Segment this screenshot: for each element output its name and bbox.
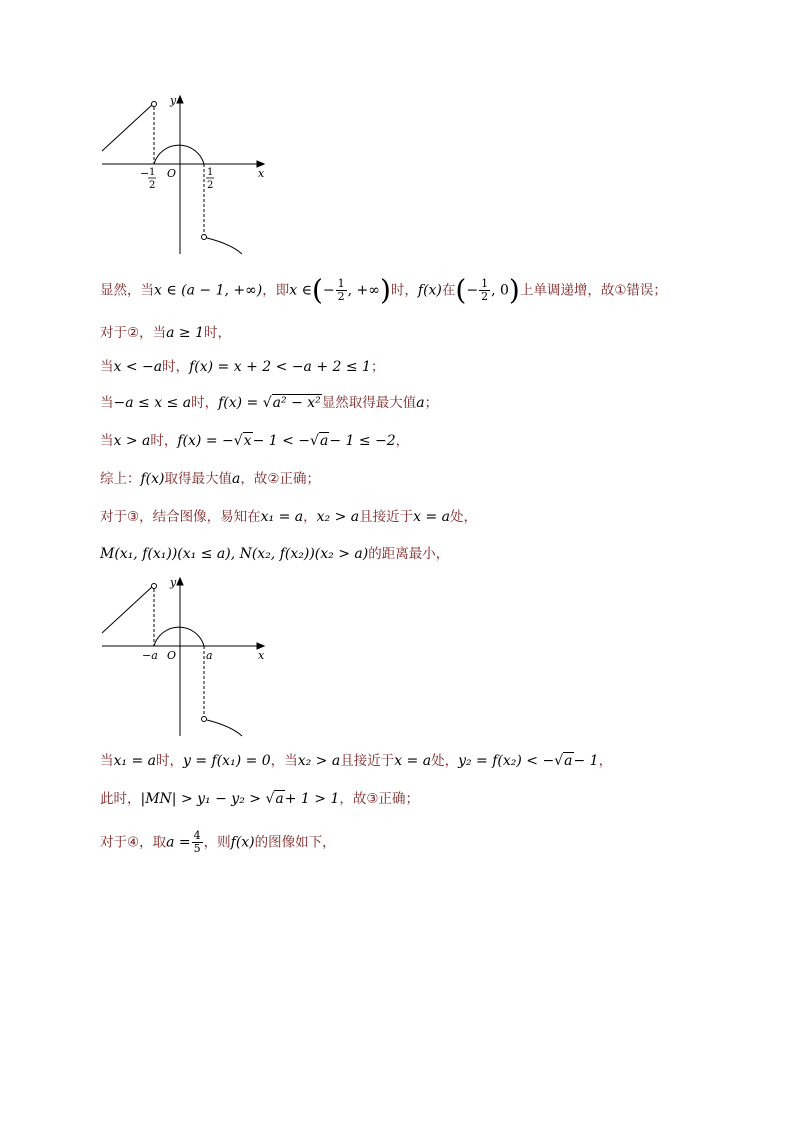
semicircle-arc [154, 627, 204, 646]
right-tick-num: 1 [207, 167, 214, 178]
open-point-right [202, 717, 207, 722]
origin-label: O [167, 649, 177, 662]
text-line-2: 对于②，当a ≥ 1时， [100, 325, 231, 341]
origin-label: O [167, 167, 177, 180]
y-axis-arrow [177, 96, 183, 103]
left-tick-minus: − [140, 167, 150, 180]
text-line-5: 当x > a时，f(x) = −√x− 1 < −√a− 1 ≤ −2， [100, 433, 410, 449]
left-tick-label: −a [142, 649, 158, 662]
y-axis-label: y [170, 94, 177, 107]
left-line-branch [102, 586, 153, 633]
left-line-branch [102, 104, 153, 151]
right-tick-label: a [206, 649, 213, 662]
left-tick-den: 2 [149, 180, 156, 191]
text-line-3: 当x < −a时，f(x) = x + 2 < −a + 2 ≤ 1； [100, 359, 385, 375]
x-axis-label: x [258, 649, 265, 662]
text-line-4: 当−a ≤ x ≤ a时，f(x) = √a² − x²显然取得最大值a； [100, 395, 439, 411]
text-line-1: 显然，当x ∈ (a − 1, +∞)，即x ∈(− $\frac{1}{2}$ , +∞)时，f(x)在(− $\frac{1}{2}$ , 0)上单调递增，故①错误； [100, 273, 667, 307]
open-point-right [202, 235, 207, 240]
text-line-7: 对于③，结合图像，易知在x₁ = a，x₂ > a且接近于x = a处， [100, 509, 477, 525]
text-line-8: M(x₁, f(x₁))(x₁ ≤ a), N(x₂, f(x₂))(x₂ > a)的距离最小， [100, 546, 450, 562]
text-line-9: 当x₁ = a时，y = f(x₁) = 0，当x₂ > a且接近于x = a处，y₂ = f(x₂) < −√a− 1， [100, 753, 613, 769]
function-graph-1 [96, 92, 276, 257]
open-point-left [152, 584, 157, 589]
right-curve-branch [207, 238, 242, 254]
y-axis-arrow [177, 578, 183, 585]
open-point-left [152, 102, 157, 107]
right-curve-branch [207, 720, 242, 736]
text-line-10: 此时，|MN| > y₁ − y₂ > √a+ 1 > 1，故③正确； [100, 791, 419, 807]
x-axis-label: x [258, 167, 265, 180]
semicircle-arc [154, 145, 204, 164]
function-graph-2 [96, 574, 276, 739]
left-tick-num: 1 [149, 167, 156, 178]
text-line-6: 综上：f(x)取得最大值a，故②正确； [100, 471, 320, 487]
text-line-11: 对于④，取a = $\frac{4}{5}$ ，则f(x)的图像如下， [100, 829, 336, 855]
right-tick-den: 2 [207, 180, 214, 191]
y-axis-label: y [170, 576, 177, 589]
